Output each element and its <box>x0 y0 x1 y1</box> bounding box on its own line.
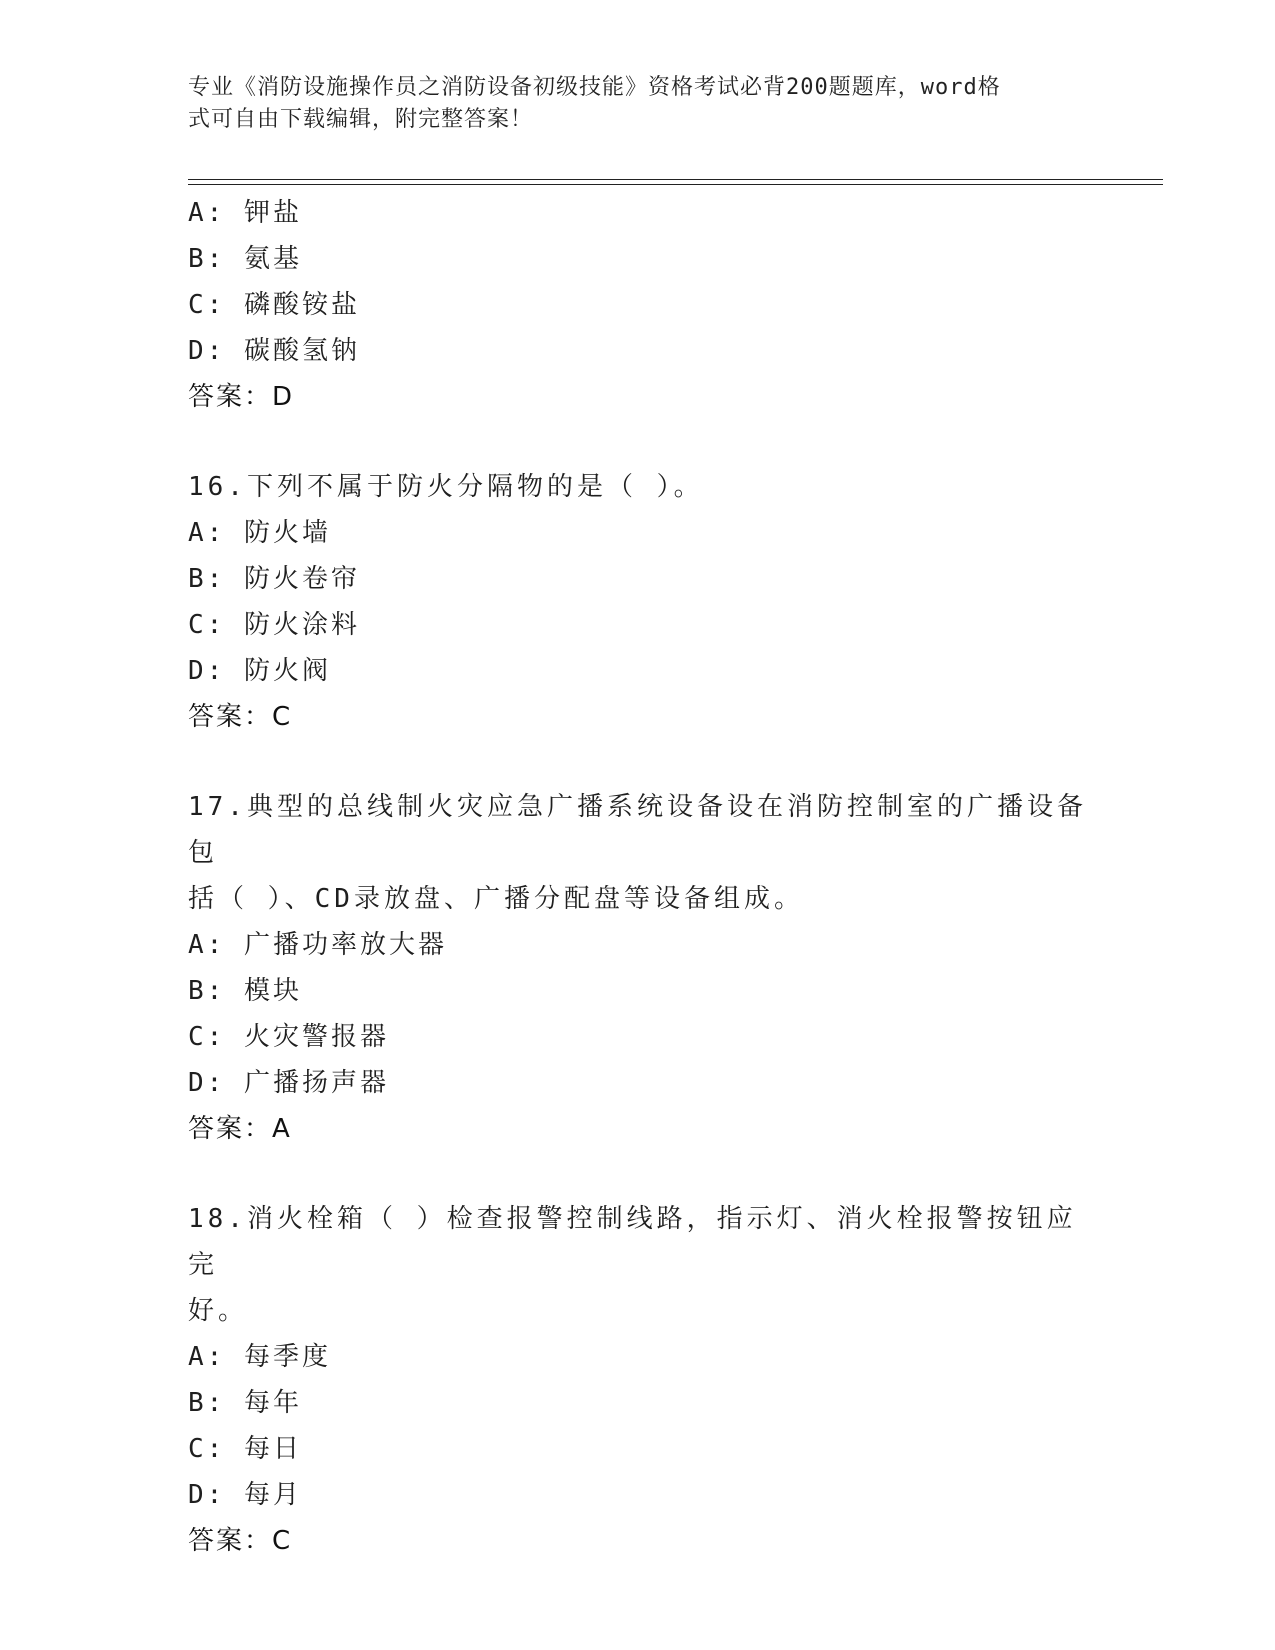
answer-line: 答案：C <box>188 702 293 732</box>
option-d: D: 碳酸氢钠 <box>188 336 360 366</box>
option-d: D: 防火阀 <box>188 656 331 686</box>
header-line-1: 专业《消防设施操作员之消防设备初级技能》资格考试必背200题题库，word格 <box>188 75 1001 100</box>
option-d: D: 每月 <box>188 1480 302 1510</box>
option-b: B: 氨基 <box>188 244 302 274</box>
question-text-line-1: 17.典型的总线制火灾应急广播系统设备设在消防控制室的广播设备包 <box>188 792 1087 868</box>
option-c: C: 火灾警报器 <box>188 1022 389 1052</box>
question-15 <box>188 190 1088 420</box>
option-c: C: 每日 <box>188 1434 302 1464</box>
question-18 <box>188 1196 1088 1564</box>
option-a: A: 防火墙 <box>188 518 331 548</box>
option-b: B: 防火卷帘 <box>188 564 360 594</box>
document-header <box>188 72 1068 136</box>
question-17 <box>188 784 1088 1152</box>
option-a: A: 广播功率放大器 <box>188 930 447 960</box>
question-text-line-2: 好。 <box>188 1296 249 1326</box>
option-d: D: 广播扬声器 <box>188 1068 389 1098</box>
answer-line: 答案：C <box>188 1526 293 1556</box>
option-a: A: 每季度 <box>188 1342 331 1372</box>
option-b: B: 每年 <box>188 1388 302 1418</box>
question-16 <box>188 464 1088 740</box>
answer-line: 答案：A <box>188 1114 292 1144</box>
question-text-line-2: 括（ ）、CD录放盘、广播分配盘等设备组成。 <box>188 884 804 914</box>
question-text-line-1: 18.消火栓箱（ ）检查报警控制线路，指示灯、消火栓报警按钮应完 <box>188 1204 1077 1280</box>
header-divider-top <box>188 179 1163 180</box>
option-b: B: 模块 <box>188 976 302 1006</box>
answer-line: 答案：D <box>188 382 295 412</box>
question-list <box>188 190 1088 1564</box>
option-c: C: 磷酸铵盐 <box>188 290 360 320</box>
question-text: 16.下列不属于防火分隔物的是（ ）。 <box>188 472 704 502</box>
option-c: C: 防火涂料 <box>188 610 360 640</box>
option-a: A: 钾盐 <box>188 198 302 228</box>
header-divider-bottom <box>188 184 1163 185</box>
header-line-2: 式可自由下载编辑，附完整答案！ <box>188 107 534 132</box>
